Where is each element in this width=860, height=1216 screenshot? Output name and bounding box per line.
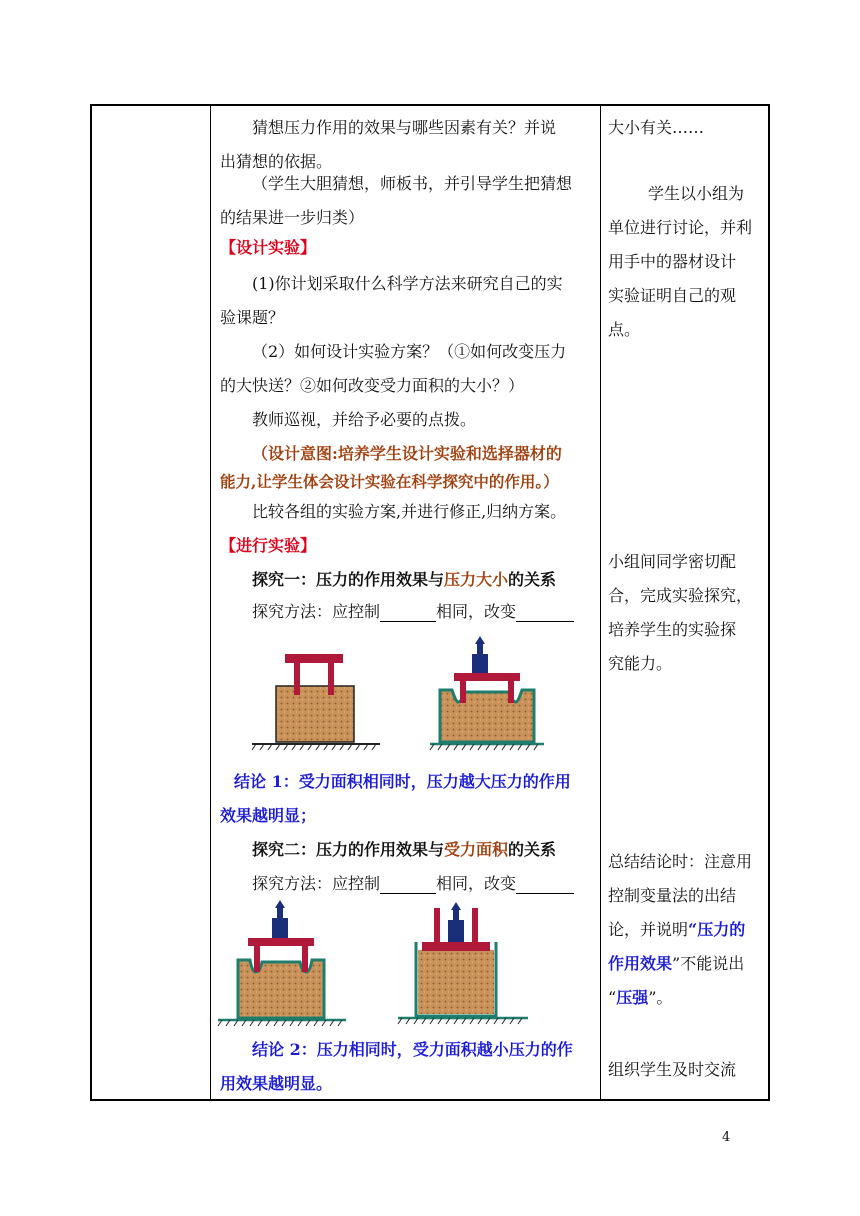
activity-text: 大小有关…… <box>608 118 705 137</box>
figure-weighted-table-upside-down <box>396 898 530 1030</box>
design-intent: 能力,让学生体会设计实验在科学探究中的作用。） <box>220 472 559 491</box>
column-divider <box>600 106 601 1099</box>
paragraph: 教师巡视，并给予必要的点拨。 <box>252 410 477 429</box>
experiment-1-method <box>252 602 574 622</box>
experiment-title-text: 的关系 <box>508 570 557 589</box>
section-heading-conduct: 【进行实验】 <box>220 536 317 555</box>
activity-text: 学生以小组为 <box>648 184 745 203</box>
paragraph: (1)你计划采取什么科学方法来研究自己的实 <box>252 274 563 293</box>
paragraph: 验课题？ <box>220 308 285 327</box>
fill-blank <box>380 605 436 622</box>
experiment-1-title <box>252 570 556 590</box>
experiment-title-text: 探究二：压力的作用效果与 <box>252 840 445 859</box>
activity-text: 究能力。 <box>608 654 673 673</box>
activity-text: 点。 <box>608 320 641 339</box>
figure-table-on-sand-legs-down <box>250 636 382 752</box>
conclusion-1: 效果越明显； <box>220 806 317 825</box>
method-text: 探究方法：应控制 <box>252 874 381 893</box>
activity-text <box>608 920 745 940</box>
column-divider <box>210 106 211 1099</box>
paragraph: 比较各组的实验方案,并进行修正,归纳方案。 <box>252 502 567 521</box>
design-intent: （设计意图:培养学生设计实验和选择器材的 <box>252 444 562 463</box>
activity-text: 小组间同学密切配 <box>608 552 737 571</box>
experiment-title-text: 探究一：压力的作用效果与 <box>252 570 445 589</box>
activity-text: 用手中的器材设计 <box>608 252 737 271</box>
page-number: 4 <box>722 1130 731 1145</box>
activity-text-part: ”。 <box>648 988 673 1007</box>
paragraph: 猜想压力作用的效果与哪些因素有关？并说 <box>252 118 557 137</box>
paragraph: 的大快送？②如何改变受力面积的大小？） <box>220 376 525 395</box>
experiment-2-title <box>252 840 556 860</box>
paragraph: 出猜想的依据。 <box>220 152 333 171</box>
highlight-term: “压力的 <box>688 920 746 939</box>
activity-text: 培养学生的实验探 <box>608 620 737 639</box>
activity-text: 组织学生及时交流 <box>608 1060 737 1079</box>
fill-blank <box>380 877 436 894</box>
activity-text: 合，完成实验探究， <box>608 586 753 605</box>
figure-weighted-table-legs-down <box>216 898 348 1030</box>
section-heading-design: 【设计实验】 <box>220 238 317 257</box>
experiment-variable: 压力大小 <box>444 570 509 589</box>
activity-text: 控制变量法的出结 <box>608 886 737 905</box>
conclusion-2: 用效果越明显。 <box>220 1074 333 1093</box>
activity-text: 总结结论时：注意用 <box>608 852 753 871</box>
paragraph: （2）如何设计实验方案？（①如何改变压力 <box>252 342 567 361</box>
fill-blank <box>516 605 574 622</box>
paragraph: （学生大胆猜想，师板书，并引导学生把猜想 <box>252 174 573 193</box>
method-text: 相同，改变 <box>436 874 517 893</box>
figure-weighted-table-on-sand <box>428 632 546 752</box>
experiment-title-text: 的关系 <box>508 840 557 859</box>
fill-blank <box>516 877 574 894</box>
activity-text-part: “ <box>608 988 617 1007</box>
activity-text <box>608 988 672 1008</box>
method-text: 相同，改变 <box>436 602 517 621</box>
highlight-term: 压强 <box>616 988 649 1007</box>
conclusion-1: 结论 1：受力面积相同时，压力越大压力的作用 <box>234 772 571 791</box>
activity-text <box>608 954 744 974</box>
activity-text: 单位进行讨论，并利 <box>608 218 753 237</box>
conclusion-2: 结论 2：压力相同时，受力面积越小压力的作 <box>252 1040 573 1059</box>
activity-text-part: ”不能说出 <box>672 954 745 973</box>
highlight-term: 作用效果 <box>608 954 673 973</box>
experiment-2-method <box>252 874 574 894</box>
paragraph: 的结果进一步归类） <box>220 208 365 227</box>
method-text: 探究方法：应控制 <box>252 602 381 621</box>
activity-text: 实验证明自己的观 <box>608 286 737 305</box>
experiment-variable: 受力面积 <box>444 840 509 859</box>
activity-text-part: 论，并说明 <box>608 920 689 939</box>
